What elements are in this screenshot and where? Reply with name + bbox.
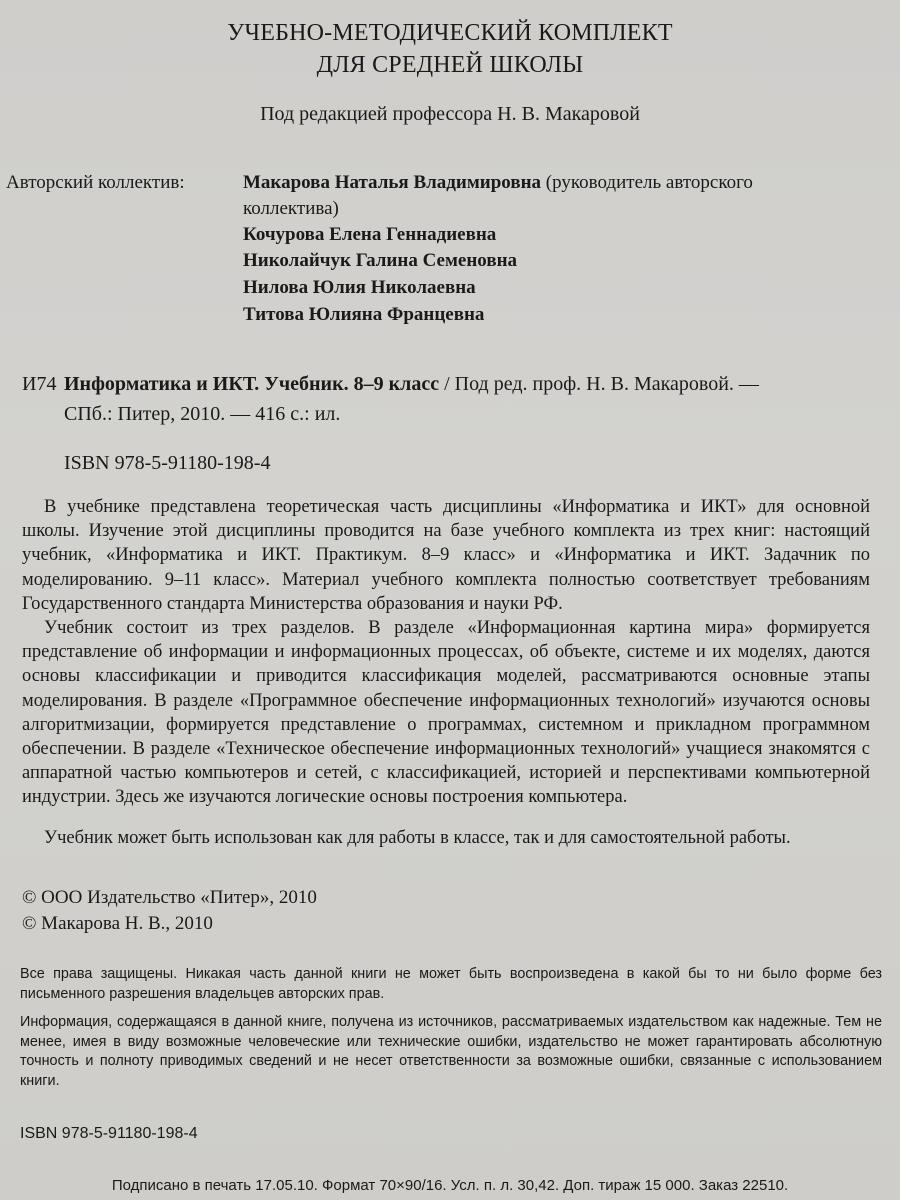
author-item: Нилова Юлия Николаевна [243,277,476,298]
author-item: Титова Юлияна Францевна [243,304,485,325]
author-item: Кочурова Елена Геннадиевна [243,224,497,245]
book-title: Информатика и ИКТ. Учебник. 8–9 класс [64,373,440,395]
copyright-line: © Макарова Н. В., 2010 [22,913,213,934]
annotation-paragraph: Учебник может быть использован как для работы в классе, так и для самостоятельной работы. [44,828,791,848]
series-title-line1: УЧЕБНО-МЕТОДИЧЕСКИЙ КОМПЛЕКТ [227,20,673,46]
bib-line2: СПб.: Питер, 2010. — 416 с.: ил. [64,403,341,425]
imprint-line: Подписано в печать 17.05.10. Формат 70×90/16. Усл. п. л. 30,42. Доп. тираж 15 000. Заказ 22510. [111,1177,789,1194]
isbn-bottom: ISBN 978-5-91180-198-4 [20,1125,198,1142]
annotation-paragraph: Учебник состоит из трех разделов. В разделе «Информационная картина мира» формируется представление об информации и информационных процессах, об объекте, системе и их моделях, даются основы классификации и приводится классификация моделей, рассматриваются основные этапы моделирования. В разделе «Программное обеспечение информационных технологий» изучаются основы алгоритмизации, формируется представление о программах, системном и прикладном программном обеспечении. В разделе «Техническое обеспечение информационных технологий» учащиеся знакомятся с аппаратной частью компьютеров и сетей, с классификацией, историей и перспективами компьютерной индустрии. Здесь же изучаются логические основы построения компьютера. [22,618,870,808]
legal-paragraph: Все права защищены. Никакая часть данной книги не может быть воспроизведена в какой бы то ни было форме без письменного разрешения владельцев авторских прав. [20,966,882,1002]
author-item: Николайчук Галина Семеновна [243,250,518,271]
author-lead-name: Макарова Наталья Владимировна [243,172,542,193]
copyright-line: © ООО Издательство «Питер», 2010 [22,887,317,908]
author-lead-role: (руководитель авторского [545,172,753,193]
legal-paragraph: Информация, содержащаяся в данной книге, получена из источников, рассматриваемых издательством как надежные. Тем не менее, имея в виду возможные человеческие или технические ошибки, издательство не может гарантировать абсолютную точность и полноту приводимых сведений и не несет ответственности за возможные ошибки, связанные с использованием книги. [20,1014,882,1089]
series-title-line2: ДЛЯ СРЕДНЕЙ ШКОЛЫ [316,52,584,78]
bib-editor: / Под ред. проф. Н. В. Макаровой. — [444,373,759,395]
editor-line: Под редакцией профессора Н. В. Макаровой [260,103,640,125]
bib-line1 [64,373,889,396]
annotation-paragraph: В учебнике представлена теоретическая часть дисциплины «Информатика и ИКТ» для основной школы. Изучение этой дисциплины проводится на базе учебного комплекта из трех книг: настоящий учебник, «Информатика и ИКТ. Практикум. 8–9 класс» и «Информатика и ИКТ. Задачник по моделированию. 9–11 класс». Материал учебного комплекта полностью соответствует требованиям Государственного стандарта Министерства образования и науки РФ. [22,497,870,614]
library-code: И74 [22,373,57,395]
author-lead-role-cont: коллектива) [243,198,339,219]
isbn-top: ISBN 978-5-91180-198-4 [64,452,271,474]
authors-label: Авторский коллектив: [6,172,185,193]
author-lead [243,172,753,194]
